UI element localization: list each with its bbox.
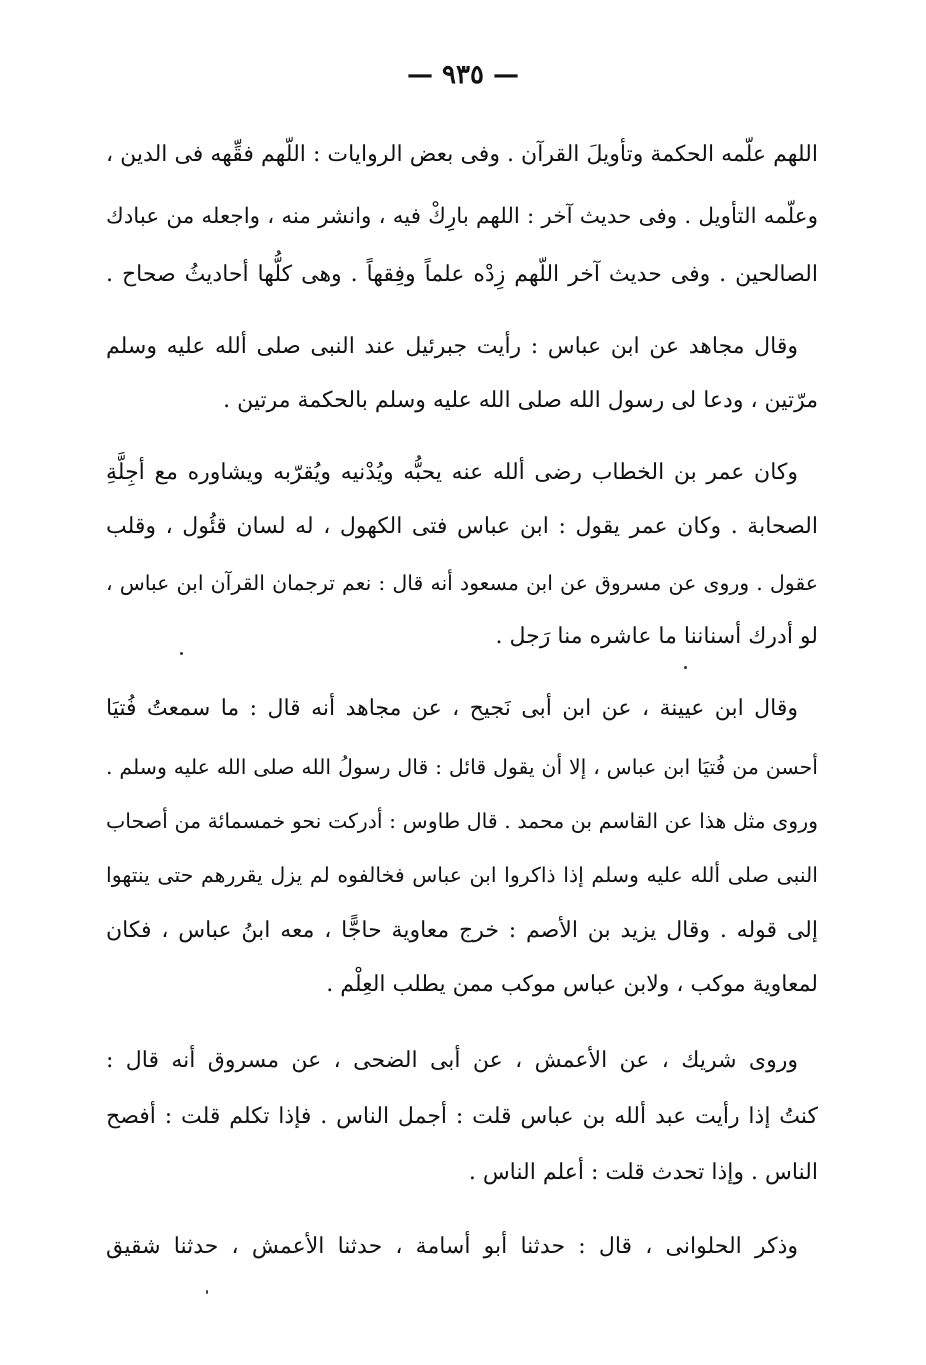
text-line: مرّتين ، ودعا لى رسول الله صلى الله عليه وسلم بالحكمة مرتين . [223,388,818,413]
text-line: الصحابة . وكان عمر يقول : ابن عباس فتى الكهول ، له لسان قئُول ، وقلب [106,514,818,539]
text-line: النبى صلى ألله عليه وسلم إذا ذاكروا ابن عباس فخالفوه لم يزل يقررهم حتى ينتهوا [106,863,818,887]
print-speck [684,666,687,669]
text-line: وذكر الحلوانى ، قال : حدثنا أبو أسامة ، حدثنا الأعمش ، حدثنا شقيق [106,1234,798,1259]
print-speck [180,652,183,655]
page-number: — ٩٣٥ — [406,60,520,90]
text-line: إلى قوله . وقال يزيد بن الأصم : خرج معاوية حاجًّا ، معه ابنُ عباس ، فكان [106,918,818,943]
text-line: الناس . وإذا تحدث قلت : أعلم الناس . [468,1160,818,1185]
text-line: لمعاوية موكب ، ولابن عباس موكب ممن يطلب العِلْم . [326,972,818,997]
text-line: لو أدرك أسناننا ما عاشره منا رَجل . [495,624,818,649]
text-line: وروى مثل هذا عن القاسم بن محمد . قال طاوس : أدركت نحو خمسمائة من أصحاب [106,809,818,833]
text-line: وروى شريك ، عن الأعمش ، عن أبى الضحى ، عن مسروق أنه قال : [106,1048,798,1073]
text-line: وقال مجاهد عن ابن عباس : رأيت جبرئيل عند النبى صلى ألله عليه وسلم [106,334,798,359]
print-speck [206,1290,208,1294]
text-line: اللهم علّمه الحكمة وتأويلَ القرآن . وفى بعض الروايات : اللّهم فقِّهه فى الدين ، [106,142,818,167]
text-line: عقول . وروى عن مسروق عن ابن مسعود أنه قال : نعم ترجمان القرآن ابن عباس ، [106,571,818,595]
text-line: الصالحين . وفى حديث آخر اللّهم زِدْه علماً وفِقهاً . وهى كلُّها أحاديثُ صحاح . [106,262,818,287]
text-line: وكان عمر بن الخطاب رضى ألله عنه يحبُّه ويُدْنيه ويُقرّبه ويشاوره مع أجِلَّةِ [106,460,798,485]
text-line: كنتُ إذا رأيت عبد ألله بن عباس قلت : أجمل الناس . فإذا تكلم قلت : أفصح [106,1104,818,1129]
text-line: أحسن من فُتيَا ابن عباس ، إلا أن يقول قائل : قال رسولُ الله صلى الله عليه وسلم . [106,755,818,779]
text-line: وعلّمه التأويل . وفى حديث آخر : اللهم بارِكْ فيه ، وانشر منه ، واجعله من عبادك [106,204,818,229]
text-line: وقال ابن عيينة ، عن ابن أبى نَجيح ، عن مجاهد أنه قال : ما سمعتُ فُتيَا [106,696,798,721]
